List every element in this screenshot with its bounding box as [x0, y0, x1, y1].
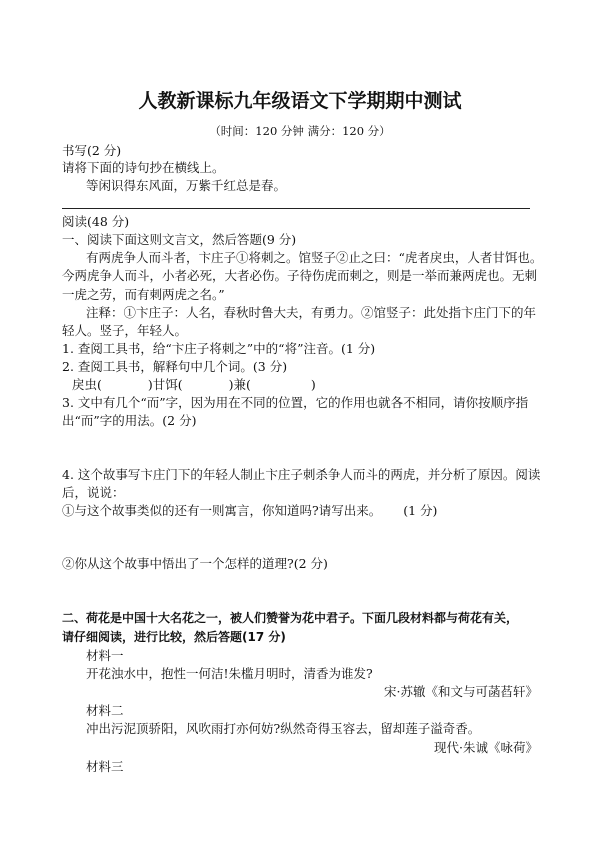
question-1-4: 后，说说： [62, 485, 125, 500]
passage-line: 一虎之劳，而有刺两虎之名。” [62, 287, 225, 302]
passage-line: 有两虎争人而斗者，卞庄子①将刺之。馆竖子②止之曰：“虎者戾虫，人者甘饵也。 [86, 250, 543, 265]
question-1-4-b: ②你从这个故事中悟出了一个怎样的道理?(2 分) [62, 556, 328, 571]
question-1-4-a: ①与这个故事类似的还有一则寓言，你知道吗?请写出来。 (1 分) [62, 503, 438, 518]
notes-line: 轻人。竖子，年轻人。 [62, 323, 188, 338]
section-2-heading: 二、荷花是中国十大名花之一，被人们赞誉为花中君子。下面几段材料都与荷花有关， [62, 611, 519, 625]
question-1-1: 1. 查阅工具书，给“卞庄子将刺之”中的“将”注音。(1 分) [62, 341, 376, 356]
material-label: 材料三 [86, 759, 124, 774]
material-text: 冲出污泥顶骄阳，风吹雨打亦何妨?纵然奇得玉容去，留却莲子溢奇香。 [86, 721, 481, 736]
writing-instruction: 请将下面的诗句抄在横线上。 [62, 160, 225, 175]
question-1-3: 出“而”字的用法。(2 分) [62, 413, 197, 428]
question-1-4: 4. 这个故事写卞庄门下的年轻人制止卞庄子刺杀争人而斗的两虎，并分析了原因。阅读 [62, 467, 541, 482]
blank-label: ) [310, 377, 316, 392]
material-source: 现代·朱诚《咏荷》 [434, 740, 538, 755]
answer-line [62, 208, 530, 209]
score: (1 分) [403, 503, 438, 518]
question-1-heading: 一、阅读下面这则文言文，然后答题(9 分) [62, 232, 297, 247]
writing-heading: 书写(2 分) [62, 143, 122, 158]
passage-line: 今两虎争人而斗，小者必死，大者必伤。子待伤虎而刺之，则是一举而兼两虎也。无刺 [62, 268, 538, 283]
blank-label: 戾虫( [72, 377, 102, 392]
material-label: 材料一 [86, 648, 124, 663]
section-2-heading: 请仔细阅读，进行比较，然后答题(17 分) [62, 630, 286, 644]
question-1-3: 3. 文中有几个“而”字，因为用在不同的位置，它的作用也就各不相同，请你按顺序指 [62, 395, 529, 410]
question-1-2: 2. 查阅工具书，解释句中几个词。(3 分) [62, 359, 288, 374]
blank-label: )兼( [228, 377, 251, 392]
material-source: 宋·苏辙《和文与可菡萏轩》 [384, 684, 538, 699]
material-text: 开花浊水中，抱性一何洁!朱槛月明时，清香为谁发? [86, 666, 373, 681]
page-title: 人教新课标九年级语文下学期期中测试 [138, 90, 462, 112]
blank-label: )甘饵( [147, 377, 183, 392]
word-blanks [72, 377, 316, 393]
reading-heading: 阅读(48 分) [62, 214, 130, 229]
writing-poem: 等闲识得东风面，万紫千红总是春。 [86, 178, 287, 193]
material-label: 材料二 [86, 703, 124, 718]
exam-time-score: （时间：120 分钟 满分：120 分） [209, 124, 391, 138]
notes-line: 注释：①卞庄子：人名，春秋时鲁大夫，有勇力。②馆竖子：此处指卞庄门下的年 [86, 305, 537, 320]
